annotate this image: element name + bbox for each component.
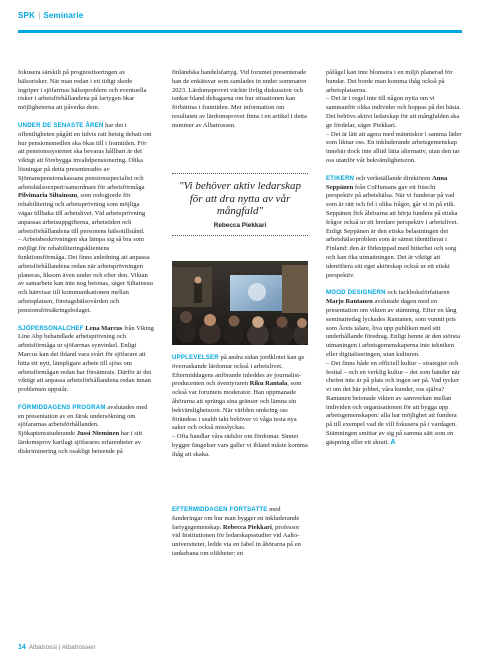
- article-column-1: [18, 69, 154, 457]
- paragraph: fokusera särskilt på prognostiseringen av hälsorisker. När man redan i ett tidigt skede ingriper i sjöfarrnas hälsoproblem och eventuella risker i arbetsförhållandena på fartygen ökar möjligheterna att påverka dem.: [18, 69, 147, 112]
- seminar-photo: [172, 261, 308, 345]
- pull-quote-text: "Vi behöver aktiv ledarskap för att dra nytta av vår mångfald": [178, 180, 301, 217]
- paragraph: – Ofta handlar våra rädslor om fördomar. Sinnet bygger fängelser vars galler vi ibland måste komma ihåg att skaka.: [172, 433, 308, 458]
- person-name: Pilvimaria Siltainsuu: [18, 192, 78, 200]
- lead-in-keyword: SJÖPERSONALCHEF: [18, 324, 84, 332]
- paragraph: SJÖPERSONALCHEF Lena Marcus från Viking Line Abp behandlade arbetsprövning och arbetsförmåga ur sjöfarrnas synvinkel. Enligt Marcus kan det ibland vara svårt för sjöfarare att hitta ett nytt, lämpligare arbete till sjöss om arbetsförmågan redan har försämrats. Därför är det viktigt att anpassa arbetsförhållandena redan innan problemen uppstår.: [18, 324, 154, 394]
- page-number: 14: [18, 644, 26, 651]
- header-rule: [18, 30, 462, 33]
- paragraph: finländska handelsfartyg. Vid forumet presenterade han de enkätsvar som samlades in under sommaren 2023. Lärdomsprovet väckte livlig diskussion och tankar bland deltagarna om hur situationen kan förbättras i framtiden. Mer information om resultaten av lärdomsprovet finns i en artikel i detta nummer av Albatrossen.: [172, 69, 307, 129]
- paragraph: ETIKERN och verkställande direktören Anna Seppänen från CoHumans gav ett fräscht perspektiv på arbetshälsa. När vi funderar på vad som är rätt och fel i olika frågor, går vi in på etik. Seppänen fick åhörarna att börja fundera på etiska frågor också ur ett bredare perspektiv i arbetslivet. Enligt Seppänen är den etiska belastningen det arbetshälsoproblem som är sämst identifierat i Finland: den är förknippad med bitterhet och sorg och kan öka utmattningen. Det är viktigt att identifiera sitt eget aktörskap också ur ett etiskt perspektiv.: [326, 174, 458, 279]
- paragraph: – Det är lätt att agera med människor i samma läder som liknar oss. En inkluderande arbetsgemenskap innebär dock inte alltid lätta alternativ, utan den tar oss utanför vår bekvämlighetszon.: [326, 130, 462, 164]
- publication-name: Albatrossi: [28, 644, 57, 651]
- paragraph: Rantanen betonade vikten av samverkan mellan individen och organisationen för att bygga upp arbetsgemenskapen: alla har möjlighet att fundera på till exempel vad de vill fokusera på i vardagen. Stämningen smittar av sig på samma sätt som en gäspning eller ett skratt. A: [326, 394, 457, 446]
- article-column-2: [172, 69, 308, 131]
- header-separator: |: [38, 11, 41, 20]
- person-name: Marjo Rantanen: [326, 298, 373, 306]
- end-mark-icon: A: [390, 438, 396, 446]
- person-name: Jussi Nieminen: [76, 430, 120, 438]
- header-section: Seminarie: [43, 11, 84, 20]
- paragraph: MOOD DESIGNERN och fackboksförfattaren Marjo Rantanen avslutade dagen med en presentation om vikten av stämning. Efter en lång seminariedag lyckades Rantanen, som vunnit pris som Årets talare, liva upp publiken med sitt underhållande föredrag. Enligt henne är den största utmaningen i arbetsgemenskaperna inte tekniken eller digitaliseringen, utan kulturen.: [326, 289, 460, 358]
- lead-in-keyword: UPPLEVELSER: [172, 354, 219, 361]
- person-name: Lena Marcus: [85, 324, 123, 332]
- seminar-photo-illustration: [172, 261, 308, 345]
- pull-quote-author: Rebecca Piekkari: [213, 221, 267, 229]
- article-column-2-continued: [172, 354, 308, 460]
- publication-name-sv: Albatrossen: [61, 644, 96, 651]
- pull-quote: [172, 173, 308, 236]
- lead-in-keyword: FÖRMIDDAGENS PROGRAM: [18, 403, 106, 411]
- paragraph: – Det finns både en officiell kultur – strategier och festtal – och en verklig kultur – det som händer när chefen inte är på plats och ingen ser på. Vad tycker vi om det här jobbet, våra kunder, oss själva?: [326, 359, 460, 394]
- paragraph: – Arbetsbeskrivningen ska lämpa sig så bra som möjligt för rehabiliteringsklientens funktionsförmåga. Det finns anledning att anpassa arbetsförhållandena redan när arbetsprövningen planeras, liksom även under och efter den. Viktan av samarbete kan inte nog betonas, säger Siltainsuu och hänvisar till kommunikationen mellan arbetsplatsen, företagshälsovården och pensionsförsäkringsbolaget.: [18, 236, 153, 314]
- section-header: [18, 11, 83, 20]
- article-column-2-bottom: [172, 506, 308, 559]
- paragraph: – Det är i regel inte till någon nytta om vi sammanför olika individer och hoppas på det bästa. Det behövs aktivt ledarskap för att mångfalden ska ge fördelar, säger Piekkari.: [326, 95, 461, 129]
- person-name: Rebecca Piekkari: [222, 523, 272, 531]
- paragraph: UNDER DE SENASTE ÅREN har det i offentligheten pågått en tidvis ratt hetsig debatt om hur pensionsmedlen ska ökas till i framtiden. För att pensionssystemet ska bevaras hållbart är det viktigt att förebygga invalidpensionering. Olika lösningar på detta presenterades av Sjömanspensionskassans pensionsspecialist och arbetshälsoexpert/samordnare för arbetsförmåga Pilvimaria Siltainsuu, som redogjorde för rehabilitering och arbetsprövning som möjliga vägar tillbaka till arbetslivet. Vid arbetsprövning anpassas arbetsuppgifterna, arbetstiden och arbetsförhållandena till personens hälsotillstånd.: [18, 121, 152, 235]
- lead-in-keyword: MOOD DESIGNERN: [326, 289, 386, 297]
- footer-separator: |: [58, 644, 61, 651]
- header-brand: SPK: [18, 11, 36, 20]
- person-name: Riku Rantala: [249, 380, 288, 388]
- page-footer: [18, 644, 96, 651]
- paragraph: EFTERMIDDAGEN FORTSATTE med funderingar om hur man bygger en inkluderande fartygsgemenskap. Rebecca Piekkari, professor vid Institutionen för ledarskapsstudier vid Aalto-universitetet, ledde via en fabel in åhörarna på en tankebana om olikheter: en: [172, 506, 301, 557]
- paragraph: påfågel kan inte blomstra i en miljö planerad för hundar. Det borde man komma ihåg också på arbetsplatserna.: [326, 69, 453, 94]
- person-name: Anna Seppänen: [326, 174, 448, 191]
- article-column-3: [326, 69, 462, 448]
- lead-in-keyword: EFTERMIDDAGEN FORTSATTE: [172, 506, 268, 513]
- lead-in-keyword: UNDER DE SENASTE ÅREN: [18, 121, 104, 129]
- lead-in-keyword: ETIKERN: [326, 174, 355, 182]
- paragraph: FÖRMIDDAGENS PROGRAM avslutades med en presentation av en färsk undersökning om sjöfararnas arbetsförhållanden. Sjökaptensstuderande Jussi Nieminen har i sitt lärdomsprov kartlagt sjöfarares erfarenheter av diskriminering och osakligt beteende på: [18, 403, 148, 455]
- paragraph: UPPLEVELSER på andra sidan jordklotet kan ge överraskande lärdomar också i arbetslivet. Eftermiddagens anförande inleddes av journalist-producenten och äventyraren Riku Rantala, som också var forumets moderator. Han uppmanade åhörarna att spränga sina gränser och lämna sin bekvämlighetszon. När världen omkring oss förändras i snabb takt behöver vi våga testa nya saker och också misslyckas.: [172, 354, 305, 432]
